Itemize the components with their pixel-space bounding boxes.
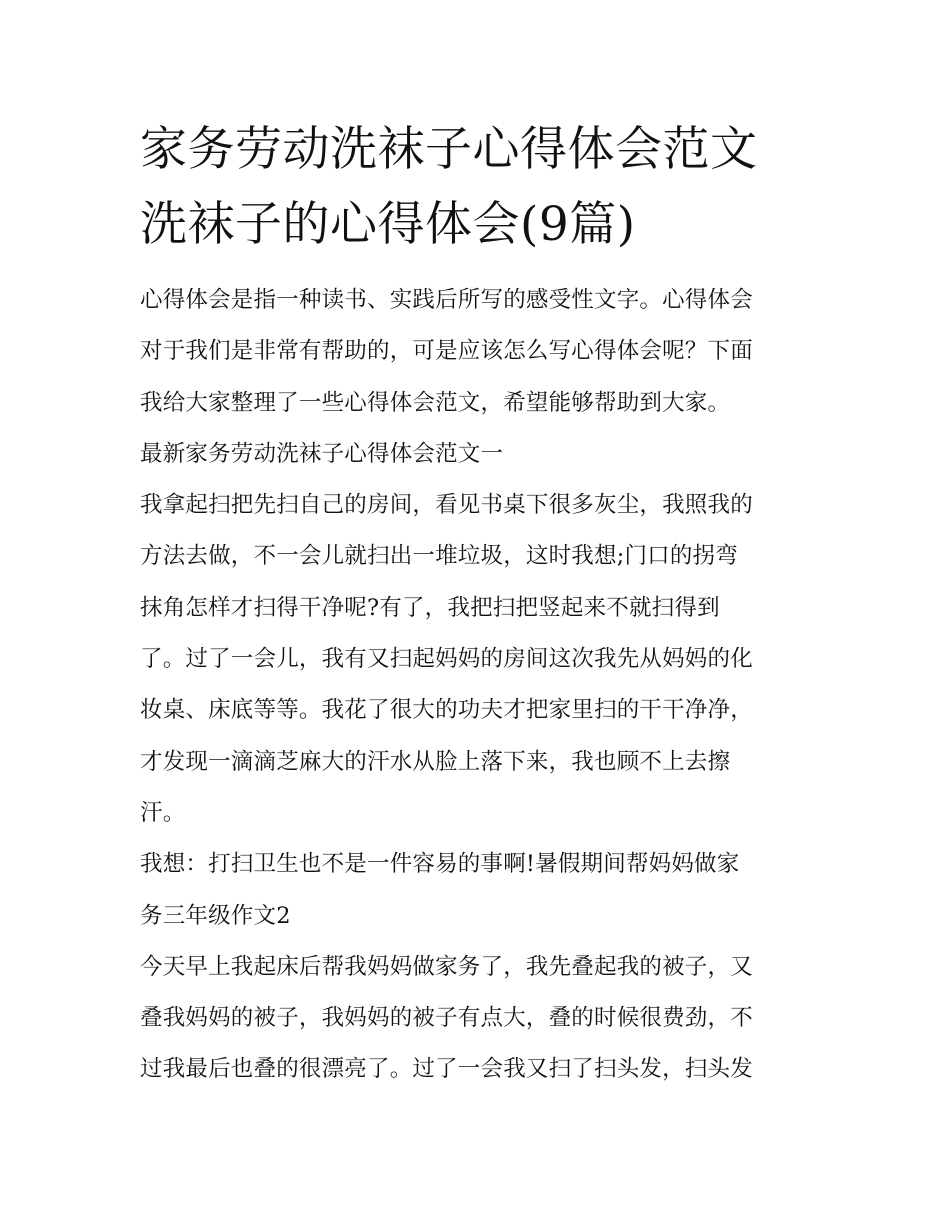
body-line: 我给大家整理了一些心得体会范文，希望能够帮助到大家。 [140,389,731,416]
body-line: 方法去做，不一会儿就扫出一堆垃圾，这时我想;门口的拐弯 [140,543,738,570]
document-page [140,0,820,1229]
page-title [140,112,820,262]
body-line: 妆桌、床底等等。我花了很大的功夫才把家里扫的干干净净， [140,697,753,724]
body-line: 叠我妈妈的被子，我妈妈的被子有点大，叠的时候很费劲，不 [140,1005,753,1032]
document-body [140,275,820,1096]
body-line: 过我最后也叠的很漂亮了。过了一会我又扫了扫头发，扫头发 [140,1056,753,1083]
section-heading: 最新家务劳动洗袜子心得体会范文一 [140,440,504,467]
body-line: 抹角怎样才扫得干净呢?有了，我把扫把竖起来不就扫得到 [140,594,720,621]
body-line: 了。过了一会儿，我有又扫起妈妈的房间这次我先从妈妈的化 [140,646,753,673]
body-line: 务三年级作文2 [140,902,291,929]
body-line: 才发现一滴滴芝麻大的汗水从脸上落下来，我也顾不上去擦 [140,748,731,775]
body-line: 我拿起扫把先扫自己的房间，看见书桌下很多灰尘，我照我的 [140,492,753,519]
body-line: 心得体会是指一种读书、实践后所写的感受性文字。心得体会 [140,287,753,313]
body-line: 汗。 [140,799,186,826]
title-line-1: 家务劳动洗袜子心得体会范文 [140,122,758,177]
body-line: 今天早上我起床后帮我妈妈做家务了，我先叠起我的被子，又 [140,953,753,980]
title-line-2: 洗袜子的心得体会(9篇) [140,197,636,252]
body-line: 我想：打扫卫生也不是一件容易的事啊!暑假期间帮妈妈做家 [140,851,740,878]
body-line: 对于我们是非常有帮助的，可是应该怎么写心得体会呢？下面 [140,338,753,365]
